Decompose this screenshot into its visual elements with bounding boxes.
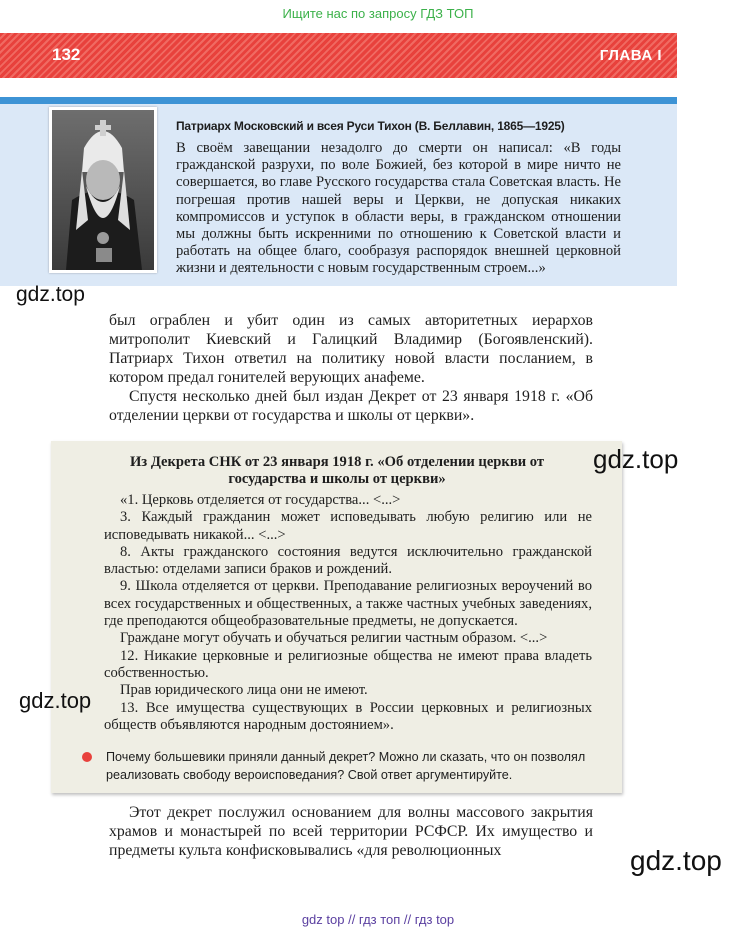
patriarch-portrait bbox=[49, 107, 157, 273]
bio-box-rule bbox=[0, 97, 677, 104]
decree-item: Граждане могут обучать и обучаться религии частным образом. <...> bbox=[120, 630, 548, 647]
page-header-band bbox=[0, 33, 677, 78]
decree-title: Из Декрета СНК от 23 января 1918 г. «Об отделении церкви от государства и школы от церкви» bbox=[129, 454, 545, 487]
portrait-image bbox=[52, 110, 154, 270]
search-hint-banner: Ищите нас по запросу ГДЗ ТОП bbox=[282, 6, 474, 21]
decree-item: 9. Школа отделяется от церкви. Преподавание религиозных вероучений во всех государственных и общественных, а также частных учебных заведениях, где преподаются общеобразовательные предметы, не допускается. bbox=[104, 578, 592, 630]
decree-excerpt bbox=[104, 492, 592, 734]
watermark: gdz.top bbox=[19, 688, 92, 713]
decree-item: 13. Все имущества существующих в России церковных и религиозных обществ объявляются народным достоянием». bbox=[104, 699, 592, 733]
decree-item: Прав юридического лица они не имеют. bbox=[120, 682, 368, 699]
watermark: gdz.top bbox=[16, 283, 85, 306]
watermark: gdz.top bbox=[630, 845, 722, 876]
bio-title: Патриарх Московский и всея Руси Тихон (В. Беллавин, 1865—1925) bbox=[176, 119, 565, 133]
decree-item: 8. Акты гражданского состояния ведутся исключительно гражданской властью: отделами записи браков и рождений. bbox=[104, 543, 592, 578]
question-text: Почему большевики приняли данный декрет? Можно ли сказать, что он позволял реализовать свободу вероисповедания? Свой ответ аргументируйте. bbox=[106, 750, 586, 782]
footer-links: gdz top // гдз топ // гдз top bbox=[301, 912, 455, 927]
body-paragraph-2: Спустя несколько дней был издан Декрет от 23 января 1918 г. «Об отделении церкви от государства и школы от церкви». bbox=[109, 388, 593, 424]
question-bullet-icon bbox=[82, 752, 92, 762]
body-paragraph-1: был ограблен и убит один из самых авторитетных иерархов митрополит Киевский и Галицкий Владимир (Богоявленский). Патриарх Тихон ответил на политику новой власти посланием, в котором предал гонителей верующих анафеме. bbox=[109, 312, 593, 386]
decree-item: «1. Церковь отделяется от государства... <...> bbox=[120, 492, 401, 508]
page-number: 132 bbox=[52, 45, 81, 64]
decree-item: 12. Никакие церковные и религиозные общества не имеют права владеть собственностью. bbox=[104, 647, 592, 681]
decree-item: 3. Каждый гражданин может исповедывать любую религию или не исповедывать никакой... <...> bbox=[104, 509, 592, 543]
chapter-label: ГЛАВА I bbox=[599, 47, 662, 64]
bio-quote-text: В своём завещании незадолго до смерти он написал: «В годы гражданской разрухи, по воле Божией, без которой в мире ничто не совершается, во главе Русского государства стала Советская власть. Не погрешая против нашей веры и Церкви, не допуская никаких компромиссов и уступок в области веры, в гражданском отношении мы должны быть искренними по отношению к Советской власти и работать на общее благо, сообразуя распорядок внешней церковной жизни и деятельности с новым государственным строем...» bbox=[176, 140, 621, 277]
body-paragraph-3: Этот декрет послужил основанием для волны массового закрытия храмов и монастырей по всей территории РСФСР. Их имущество и предметы культа конфисковывались «для революционных bbox=[109, 804, 593, 859]
watermark: gdz.top bbox=[593, 444, 679, 474]
